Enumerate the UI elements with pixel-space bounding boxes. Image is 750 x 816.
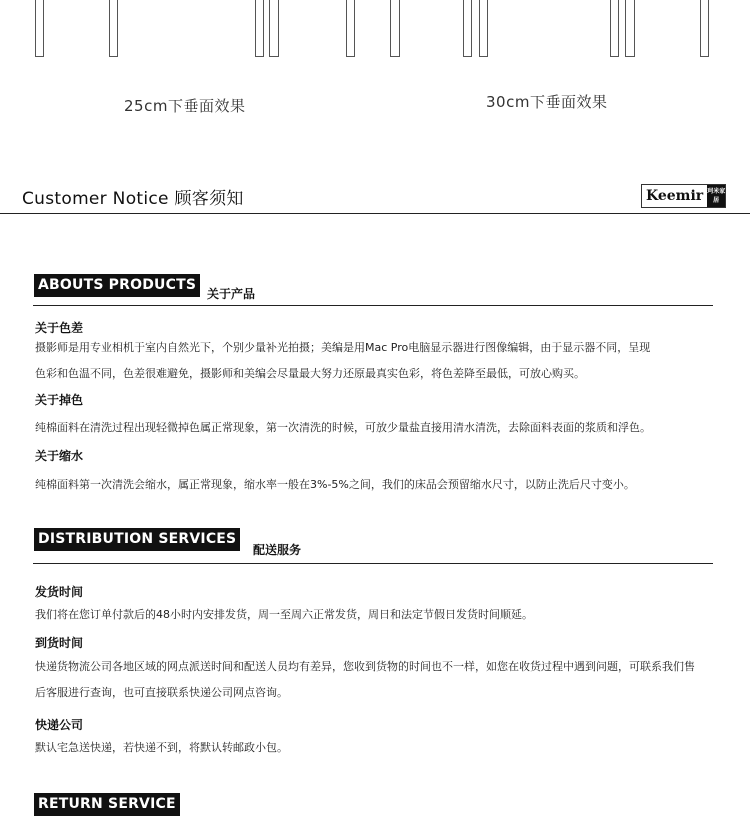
shrink-heading: 关于缩水 [35,449,84,463]
curtain-panel [35,0,44,57]
return-banner: RETURN SERVICE [34,793,180,816]
header-divider [0,213,750,214]
fading-text: 纯棉面料在清洗过程出现轻微掉色属正常现象，第一次清洗的时候，可放少量盐直接用清水清洗，去除面料表面的浆质和浮色。 [35,421,651,434]
color-diff-heading: 关于色差 [35,321,84,335]
logo-mark: 珂米家居 [707,185,725,207]
products-divider [33,305,713,306]
fading-heading: 关于掉色 [35,393,84,407]
distribution-divider [33,563,713,564]
curtain-panel [346,0,355,57]
curtain-panel [109,0,118,57]
courier-heading: 快递公司 [35,718,84,732]
curtain-panel [463,0,472,57]
arrival-time-text: 后客服进行查询，也可直接联系快递公司网点咨询。 [35,686,288,699]
shrink-text: 纯棉面料第一次清洗会缩水，属正常现象，缩水率一般在3%-5%之间，我们的床品会预留缩水尺寸，以防止洗后尺寸变小。 [35,478,635,491]
brand-logo [641,184,726,208]
products-banner: ABOUTS PRODUCTS [34,274,200,297]
distribution-subtitle: 配送服务 [253,543,302,557]
courier-text: 默认宅急送快递，若快递不到，将默认转邮政小包。 [35,741,288,754]
products-subtitle: 关于产品 [207,287,256,301]
page-title: Customer Notice 顾客须知 [22,189,244,209]
logo-wordmark: Keemir [646,188,704,204]
curtain-panel [479,0,488,57]
curtain-panel [625,0,635,57]
color-diff-text: 色彩和色温不同，色差很难避免，摄影师和美编会尽量最大努力还原最真实色彩，将色差降至最低，可放心购买。 [35,367,585,380]
distribution-banner: DISTRIBUTION SERVICES [34,528,240,551]
curtain-panel [269,0,279,57]
curtain-panel [700,0,709,57]
drop-label-25cm: 25cm下垂面效果 [124,97,246,115]
ship-time-heading: 发货时间 [35,585,84,599]
arrival-time-text: 快递货物流公司各地区域的网点派送时间和配送人员均有差异，您收到货物的时间也不一样，如您在收货过程中遇到问题，可联系我们售 [35,660,695,673]
ship-time-text: 我们将在您订单付款后的48小时内安排发货，周一至周六正常发货，周日和法定节假日发货时间顺延。 [35,608,533,621]
curtain-panel [610,0,619,57]
curtain-drop-illustration [0,0,750,130]
arrival-time-heading: 到货时间 [35,636,84,650]
drop-label-30cm: 30cm下垂面效果 [486,93,608,111]
curtain-panel [390,0,400,57]
color-diff-text: 摄影师是用专业相机于室内自然光下，个别少量补光拍摄；美编是用Mac Pro电脑显示器进行图像编辑，由于显示器不同，呈现 [35,341,651,354]
curtain-panel [255,0,264,57]
